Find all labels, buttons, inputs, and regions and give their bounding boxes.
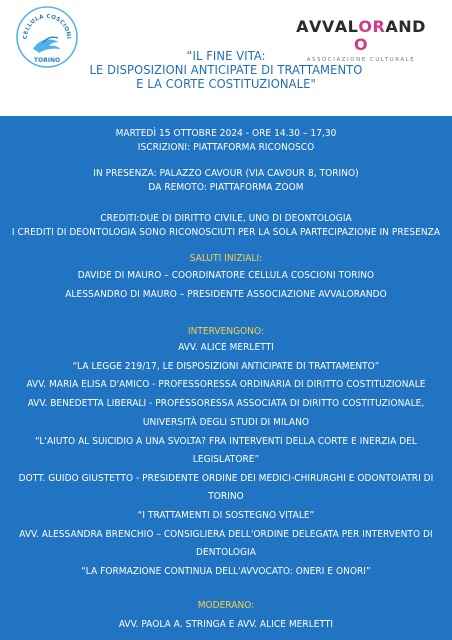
talk-title: “I TRATTAMENTI DI SOSTEGNO VITALE” [137, 510, 315, 521]
moderators: AVV. PAOLA A. STRINGA E AVV. ALICE MERLETTI [118, 619, 334, 630]
greeting-item: DAVIDE DI MAURO – COORDINATORE CELLULA COSCIONI TORINO [77, 270, 375, 281]
speaker-line: AVV. ALESSANDRA BRENCHIO – CONSIGLIERA DELL'ORDINE DELEGATA PER INTERVENTO DI [19, 529, 433, 540]
brand-name [291, 18, 431, 54]
header [0, 0, 452, 116]
brand-letter: D [412, 17, 426, 36]
brand-letter: V [321, 17, 335, 36]
talk-title-cont: LEGISLATORE” [192, 454, 260, 465]
brand-letter: A [334, 17, 348, 36]
speaker-line: AVV. MARIA ELISA D'AMICO - PROFESSORESSA ORDINARIA DI DIRITTO COSTITUZIONALE [26, 379, 426, 390]
credits-info: CREDITI:DUE DI DIRITTO CIVILE, UNO DI DEONTOLOGIA [100, 213, 352, 224]
speaker-line: AVV. ALICE MERLETTI [178, 342, 274, 353]
talk-title: “L'AIUTO AL SUICIDIO A UNA SVOLTA? FRA INTERVENTI DELLA CORTE E INERZIA DEL [34, 436, 417, 447]
moderators-heading: MODERANO: [197, 600, 255, 611]
speaker-line: AVV. BENEDETTA LIBERALI - PROFESSORESSA ASSOCIATA DI DIRITTO COSTITUZIONALE, [27, 398, 425, 409]
avvalorando-logo [291, 17, 431, 63]
brand-subtitle: ASSOCIAZIONE CULTURALE [306, 57, 416, 63]
title-line-3: E LA CORTE COSTITUZIONALE" [136, 77, 316, 92]
greeting-item: ALESSANDRO DI MAURO – PRESIDENTE ASSOCIAZIONE AVVALORANDO [65, 289, 387, 300]
brand-letter: L [347, 17, 359, 36]
remote-platform: DA REMOTO: PIATTAFORMA ZOOM [148, 182, 304, 193]
brand-letter: R [372, 17, 386, 36]
speaker-affiliation: TORINO [208, 491, 244, 502]
speaker-affiliation: UNIVERSITÀ DEGLI STUDI DI MILANO [142, 417, 310, 428]
talk-title: “LA FORMAZIONE CONTINUA DELL'AVVOCATO: ONERI E ONORI” [81, 566, 371, 577]
talk-title: “LA LEGGE 219/17, LE DISPOSIZIONI ANTICIPATE DI TRATTAMENTO” [72, 361, 380, 372]
title-line-1: “IL FINE VITA: [186, 49, 266, 64]
title-line-2: LE DISPOSIZIONI ANTICIPATE DI TRATTAMENTO [89, 63, 363, 78]
logo-arc-text: CELLULA COSCIONI [22, 13, 72, 40]
brand-letter: O [358, 17, 373, 36]
brand-letter: N [398, 17, 413, 36]
brand-letter: V [309, 17, 322, 36]
logo-city-text: TORINO [33, 57, 61, 64]
greetings-heading: SALUTI INIZIALI: [189, 253, 263, 264]
program-panel [0, 116, 452, 640]
credits-note: I CREDITI DI DEONTOLOGIA SONO RICONOSCIUTI PER LA SOLA PARTECIPAZIONE IN PRESENZA [11, 227, 441, 238]
brand-letter: O [353, 35, 369, 54]
speaker-line: DOTT. GUIDO GIUSTETTO - PRESIDENTE ORDINE DEI MEDICI-CHIRURGHI E ODONTOIATRI DI [18, 473, 434, 484]
registration-info: ISCRIZIONI: PIATTAFORMA RICONOSCO [137, 142, 315, 153]
brand-letter: A [385, 17, 399, 36]
date-time: MARTEDÌ 15 OTTOBRE 2024 - ORE 14.30 – 17,30 [115, 128, 337, 139]
speaker-line-cont: DENTOLOGIA [196, 547, 256, 558]
in-person-venue: IN PRESENZA: PALAZZO CAVOUR (VIA CAVOUR 8, TORINO) [93, 168, 359, 179]
speakers-heading: INTERVENGONO: [187, 326, 265, 337]
brand-letter: A [296, 17, 309, 36]
